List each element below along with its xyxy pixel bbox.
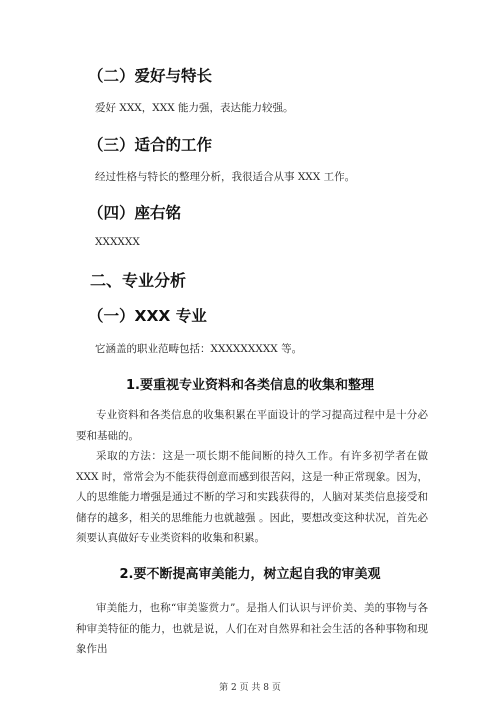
job-text: 经过性格与特长的整理分析，我很适合从事 XXX 工作。: [95, 171, 356, 183]
page-footer: 第 2 页 共 8 页: [219, 683, 281, 693]
sub-heading: （一）XXX 专业: [88, 307, 207, 325]
point1-heading: 1.要重视专业资料和各类信息的收集和整理: [126, 378, 374, 393]
point2-paragraph-1: 审美能力，也称“审美鉴赏力”。是指人们认识与评价美、美的事物与各种审美特征的能力，也就是说，人们在对自然界和社会生活的各种事物和现象作出: [76, 602, 428, 655]
point2-heading: 2.要不断提高审美能力，树立起自我的审美观: [119, 567, 381, 582]
hobby-heading: （二）爱好与特长: [88, 67, 213, 85]
major-heading: 二、专业分析: [90, 271, 187, 290]
hobby-text: 爱好 XXX，XXX 能力强，表达能力较强。: [95, 102, 294, 114]
sub-text: 它涵盖的职业范畴包括：XXXXXXXXX 等。: [95, 343, 303, 355]
motto-text: XXXXXX: [95, 236, 140, 248]
motto-heading: （四）座右铭: [88, 204, 182, 222]
job-heading: （三）适合的工作: [88, 136, 213, 154]
point1-paragraph-2: 采取的方法：这是一项长期不能间断的持久工作。有许多初学者在做 XXX 时，常常会为不能获得创意而感到很苦闷，这是一种正常现象。因为，人的思维能力增强是通过不断的学习和实践获得的，人脑对某类信息接受和储存的越多，相关的思维能力也就越强 。因此，要想改变这种状况，首先必须要认真做好专业类资料的收集和积累。: [76, 450, 428, 544]
point1-paragraph-1: 专业资料和各类信息的收集积累在平面设计的学习提高过程中是十分必要和基础的。: [76, 409, 428, 442]
